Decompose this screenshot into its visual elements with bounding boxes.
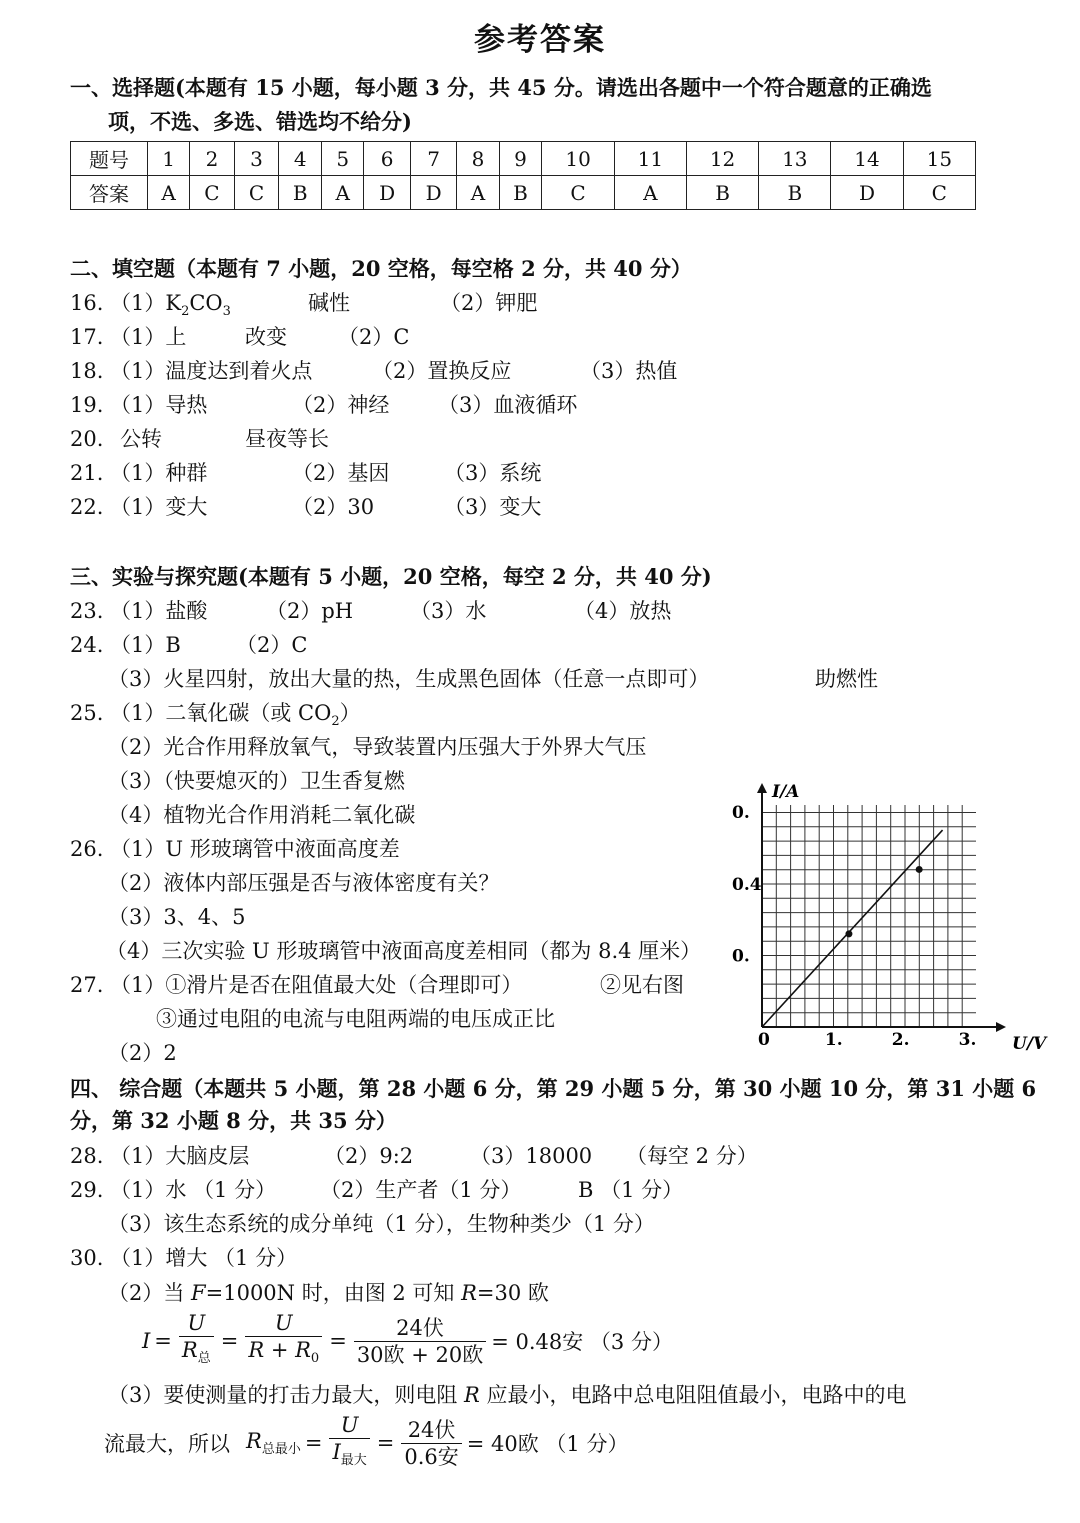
- fraction: [329, 1412, 369, 1474]
- chart-marks: [762, 830, 943, 1027]
- answer-part: （1）B: [110, 633, 181, 657]
- symbol: R: [181, 1338, 198, 1362]
- result: = 0.48安 （3 分）: [491, 1330, 673, 1355]
- subscript: 2: [181, 304, 190, 320]
- fraction: [179, 1310, 214, 1372]
- denominator: [245, 1337, 322, 1372]
- answer-part: （2）C: [338, 325, 410, 349]
- current-voltage-chart: [720, 780, 1047, 1060]
- section4-heading: 四、 综合题（本题共 5 小题，第 28 小题 6 分，第 29 小题 5 分，第 30 小题 10 分，第 31 小题 6: [70, 1076, 1037, 1101]
- answer-text: =30 欧: [476, 1281, 549, 1305]
- answer-cell: D: [831, 176, 903, 210]
- answer-25-3: （3）（快要熄灭的）卫生香复燃: [108, 769, 405, 793]
- section3-heading: 三、实验与探究题(本题有 5 小题，20 空格，每空 2 分，共 40 分): [70, 564, 712, 589]
- q-num: 13: [759, 142, 831, 176]
- q-number: 27.: [70, 973, 104, 997]
- answer-part: （3）变大: [444, 495, 542, 519]
- answer-part: （3）系统: [444, 461, 542, 485]
- answer-cell: C: [190, 176, 235, 210]
- answer-part: 改变: [245, 325, 287, 349]
- answer-part: 碱性: [308, 291, 350, 315]
- q-number: 16.: [70, 291, 104, 315]
- answer-cell: D: [364, 176, 411, 210]
- subscript: 总: [197, 1351, 211, 1367]
- q-num: 15: [903, 142, 975, 176]
- symbol: R: [246, 1429, 262, 1453]
- answer-text: （3）要使测量的打击力最大，则电阻: [108, 1383, 465, 1407]
- answer-cell: C: [234, 176, 279, 210]
- fraction: [401, 1417, 461, 1470]
- q-number: 23.: [70, 599, 104, 623]
- resistance-formula: [104, 1412, 628, 1474]
- answer-part: （1）上: [110, 325, 187, 349]
- answer-part: （2）基因: [292, 461, 390, 485]
- answer-part: （1）U 形玻璃管中液面高度差: [110, 837, 400, 861]
- q-num: 10: [542, 142, 614, 176]
- answer-part: （2）30: [292, 495, 375, 519]
- subscript: 2: [331, 714, 340, 730]
- data-point: [916, 866, 923, 873]
- denominator: 30欧 + 20欧: [356, 1342, 484, 1367]
- answer-part: （1）增大 （1 分）: [110, 1246, 298, 1270]
- answer-part: （2）9:2: [324, 1144, 414, 1168]
- answer-table: [70, 141, 976, 210]
- answer-part: ②见右图: [600, 973, 684, 997]
- answer-part: （1）大脑皮层: [110, 1144, 250, 1168]
- q-num: 2: [190, 142, 235, 176]
- answer-part: 昼夜等长: [245, 427, 329, 451]
- q-num: 5: [322, 142, 364, 176]
- fraction: [245, 1310, 322, 1372]
- answer-30-2: [108, 1280, 549, 1306]
- numerator: 24伏: [354, 1315, 486, 1342]
- q-num: 9: [499, 142, 542, 176]
- answer-27-3: ③通过电阻的电流与电阻两端的电压成正比: [156, 1007, 555, 1031]
- x-tick-label: 0: [758, 1030, 770, 1050]
- section2-heading: 二、填空题（本题有 7 小题，20 空格，每空格 2 分，共 40 分）: [70, 256, 692, 281]
- q-num: 14: [831, 142, 903, 176]
- y-tick-label: 0.: [732, 803, 750, 824]
- subscript: 3: [222, 304, 231, 320]
- answer-text: 应最小，电路中总电阻阻值最小，电路中的电: [479, 1383, 907, 1407]
- q-number: 22.: [70, 495, 104, 519]
- symbol: I: [142, 1329, 151, 1354]
- section1-heading-cont: 项，不选、多选、错选均不给分): [108, 109, 412, 134]
- section4-heading-cont: 分，第 32 小题 8 分，共 35 分）: [70, 1108, 397, 1133]
- answer-part: （1）变大: [110, 495, 208, 519]
- q-number: 25.: [70, 701, 104, 725]
- answer-cell: A: [457, 176, 499, 210]
- answer-part: B （1 分）: [578, 1178, 684, 1202]
- answer-text: ）: [339, 701, 361, 725]
- answer-cell: B: [759, 176, 831, 210]
- answer-part: （1）盐酸: [110, 599, 208, 623]
- q-num: 7: [410, 142, 457, 176]
- numerator: U: [329, 1412, 369, 1439]
- answer-part: （1）①滑片是否在阻值最大处（合理即可）: [110, 973, 523, 997]
- row-label: 答案: [71, 176, 148, 210]
- answer-part: （2）生产者（1 分）: [320, 1178, 522, 1202]
- answer-text: （1）二氧化碳（或 CO: [110, 701, 332, 725]
- chart-grid: [762, 805, 976, 1027]
- q-number: 17.: [70, 325, 104, 349]
- q-number: 26.: [70, 837, 104, 861]
- x-axis-label: U/V: [1012, 1034, 1047, 1054]
- q-num: 8: [457, 142, 499, 176]
- y-tick-label: 0.: [732, 946, 750, 967]
- y-tick-label: 0.4: [732, 874, 762, 895]
- numerator: U: [245, 1310, 322, 1337]
- answer-part: （2）神经: [292, 393, 390, 417]
- answer-26-4: （4）三次实验 U 形玻璃管中液面高度差相同（都为 8.4 厘米）: [106, 939, 702, 963]
- q-num: 1: [148, 142, 190, 176]
- fraction: [354, 1315, 486, 1368]
- answer-part: （4）放热: [574, 599, 672, 623]
- answer-25-4: （4）植物光合作用消耗二氧化碳: [108, 803, 416, 827]
- q-number: 24.: [70, 633, 104, 657]
- answer-text: CO: [189, 291, 223, 315]
- q-num: 12: [686, 142, 758, 176]
- denominator: [329, 1439, 369, 1474]
- answer-text: 流最大，所以: [104, 1432, 230, 1457]
- answer-part: （1）导热: [110, 393, 208, 417]
- answer-26-3: （3）3、4、5: [108, 905, 246, 929]
- numerator: U: [179, 1310, 214, 1337]
- chart-axes: [732, 782, 1048, 1054]
- equals: =: [220, 1329, 239, 1354]
- y-axis-arrow: [757, 783, 767, 793]
- answer-29-3: （3）该生态系统的成分单纯（1 分），生物种类少（1 分）: [108, 1212, 655, 1236]
- answer-cell: C: [903, 176, 975, 210]
- symbol: R: [461, 1281, 477, 1305]
- equals: =: [304, 1431, 323, 1456]
- equals: =: [376, 1431, 395, 1456]
- answer-part: （3）火星四射，放出大量的热，生成黑色固体（任意一点即可）: [108, 667, 710, 691]
- x-tick-label: 2.: [891, 1030, 910, 1050]
- answer-cell: B: [686, 176, 758, 210]
- q-number: 21.: [70, 461, 104, 485]
- question-number-row: [71, 142, 976, 176]
- answer-cell: A: [148, 176, 190, 210]
- answer-part: （1）温度达到着火点: [110, 359, 313, 383]
- q-number: 19.: [70, 393, 104, 417]
- q-number: 20.: [70, 427, 104, 451]
- answer-part: （2）置换反应: [372, 359, 512, 383]
- x-tick-label: 1.: [824, 1030, 843, 1050]
- answer-part: （1）种群: [110, 461, 208, 485]
- answer-part: （2）C: [236, 633, 308, 657]
- q-number: 28.: [70, 1144, 104, 1168]
- equals: =: [154, 1329, 172, 1354]
- answer-part: 公转: [120, 427, 162, 451]
- numerator: 24伏: [401, 1417, 461, 1444]
- answer-30-3: [108, 1382, 907, 1408]
- answer-text: （1）K: [110, 291, 182, 315]
- answer-26-2: （2）液体内部压强是否与液体密度有关？: [108, 871, 500, 895]
- answer-part: [110, 700, 361, 735]
- q-number: 30.: [70, 1246, 104, 1270]
- answer-cell: B: [279, 176, 322, 210]
- answer-part: （3）水: [410, 599, 487, 623]
- current-formula: [142, 1310, 673, 1372]
- answer-cell: A: [614, 176, 686, 210]
- answer-cell: A: [322, 176, 364, 210]
- answer-part: （2）钾肥: [440, 291, 538, 315]
- q-num: 11: [614, 142, 686, 176]
- subscript: 总最小: [261, 1442, 301, 1458]
- answer-part: （3）18000: [470, 1144, 593, 1168]
- x-axis-arrow: [996, 1022, 1006, 1032]
- answer-part: 助燃性: [815, 667, 878, 691]
- denominator: 0.6安: [404, 1444, 459, 1469]
- answer-cell: D: [410, 176, 457, 210]
- result: = 40欧 （1 分）: [466, 1432, 629, 1457]
- answer-27-2: （2）2: [108, 1041, 177, 1065]
- answer-text: （2）当: [108, 1281, 192, 1305]
- symbol-group: [246, 1429, 301, 1457]
- symbol: I: [332, 1440, 341, 1464]
- x-tick-label: 3.: [958, 1030, 977, 1050]
- y-axis-label: I/A: [772, 782, 800, 802]
- symbol: R + R: [248, 1338, 311, 1362]
- fit-line: [762, 830, 943, 1027]
- answer-part: （每空 2 分）: [626, 1144, 758, 1168]
- q-num: 4: [279, 142, 322, 176]
- answer-cell: B: [499, 176, 542, 210]
- answer-row: [71, 176, 976, 210]
- subscript: 0: [310, 1351, 320, 1367]
- data-point: [845, 930, 852, 937]
- section1-heading: 一、选择题(本题有 15 小题，每小题 3 分，共 45 分。请选出各题中一个符合题意的正确选: [70, 75, 932, 100]
- symbol: R: [464, 1383, 480, 1407]
- equals: =: [329, 1329, 347, 1354]
- answer-part: （2）pH: [266, 599, 354, 623]
- answer-part: [110, 290, 231, 325]
- q-num: 3: [234, 142, 279, 176]
- symbol: F: [191, 1281, 206, 1305]
- answer-text: =1000N 时，由图 2 可知: [205, 1281, 462, 1305]
- answer-part: （1）水 （1 分）: [110, 1178, 277, 1202]
- answer-part: （3）热值: [580, 359, 678, 383]
- answer-25-2: （2）光合作用释放氧气，导致装置内压强大于外界大气压: [108, 735, 647, 759]
- row-label: 题号: [71, 142, 148, 176]
- denominator: [179, 1337, 214, 1372]
- q-num: 6: [364, 142, 411, 176]
- q-number: 29.: [70, 1178, 104, 1202]
- subscript: 最大: [340, 1453, 367, 1469]
- answer-cell: C: [542, 176, 614, 210]
- page-title: 参考答案: [474, 22, 606, 58]
- answer-part: （3）血液循环: [438, 393, 578, 417]
- q-number: 18.: [70, 359, 104, 383]
